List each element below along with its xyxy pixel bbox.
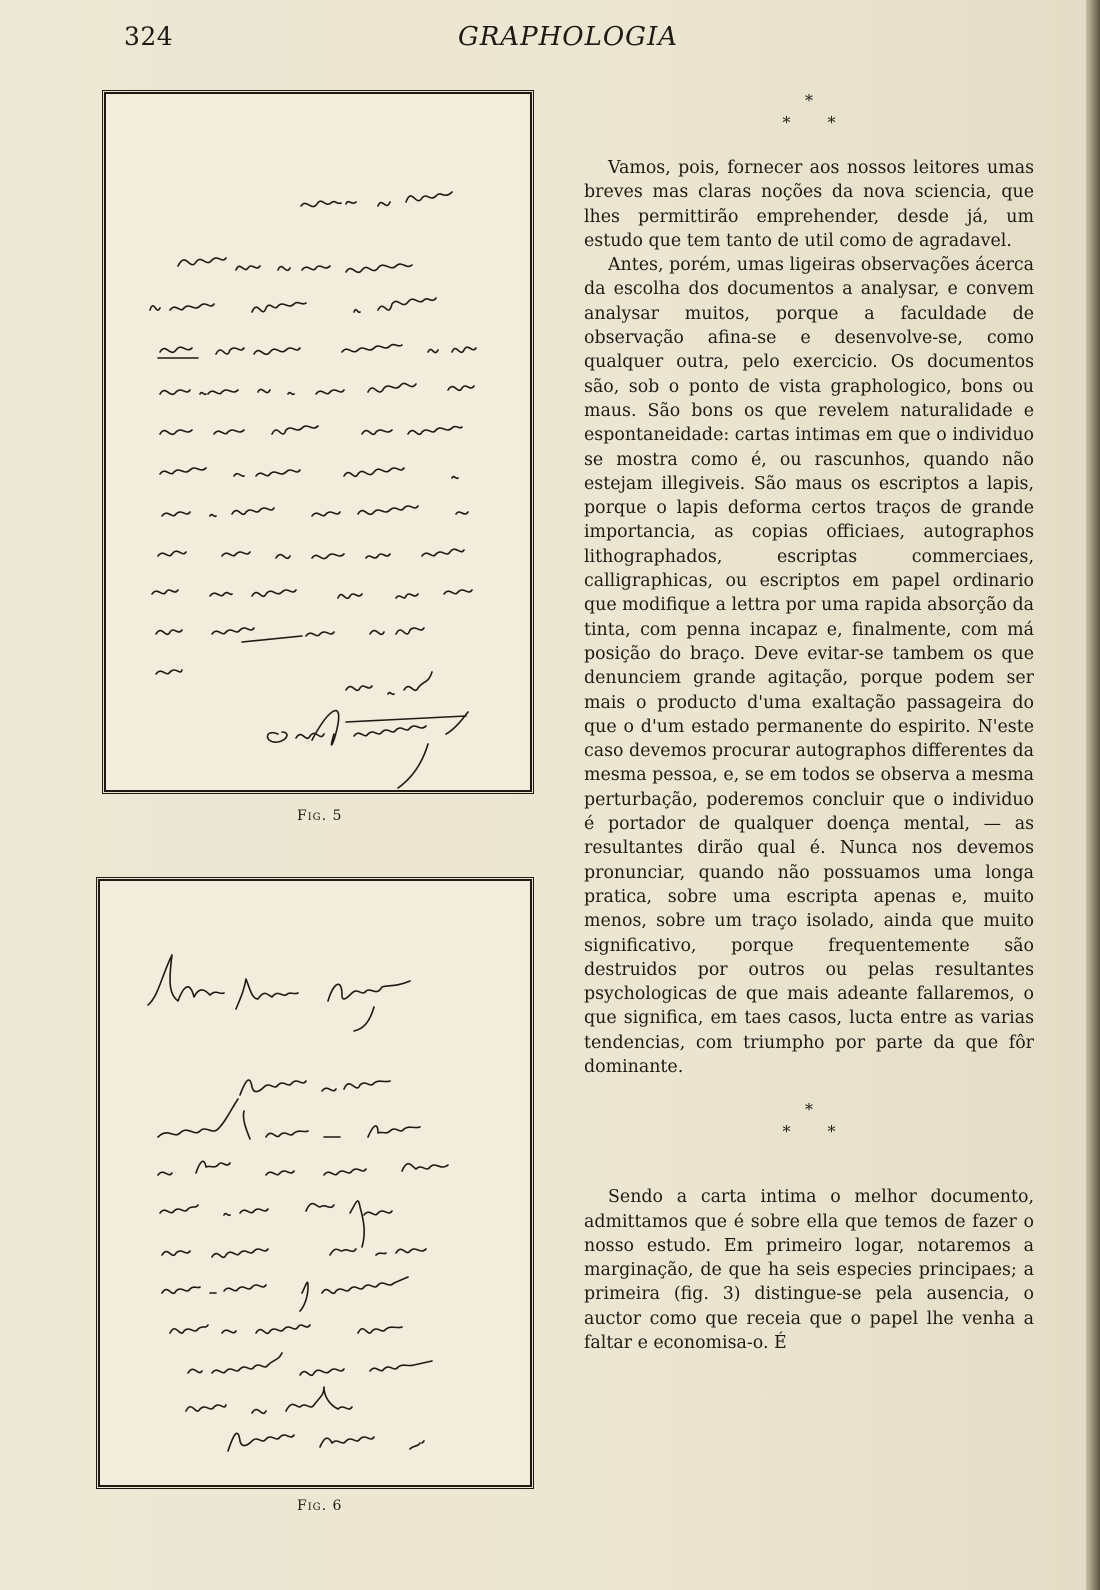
figure-6-handwriting-sample [98,879,532,1487]
page-number: 324 [124,22,174,51]
paragraph: Antes, porém, umas ligeiras observações ácerca da escolha dos documentos a analysar, e convem analysar muitos, porque a faculdade de observação afina-se e desenvolve-se, como qualquer outra, pelo exercicio. Os documentos são, sob o ponto de vista graphologico, bons ou maus. São bons os que revelem naturalidade e espontaneidade: cartas intimas em que o individuo se mostra como é, ou rascunhos, quando não estejam illegiveis. São maus os escriptos a lapis, porque o lapis deforma certos traços de grande importancia, as copias officiaes, autographos lithographados, escriptas commerciaes, calligraphicas, ou escriptos em papel ordinario que modifique a lettra por uma rapida absorção da tinta, com penna incapaz e, finalmente, com má posição do braço. Deve evitar-se tambem os que denunciem grande agitação, porque podem ser mais o producto d'uma exaltação passageira do que o d'um estado permanente do espirito. N'este caso devemos procurar autographos differentes da mesma pessoa, e, se em todos se observa a mesma perturbação, poderemos concluir que o individuo é portador de qualquer doença mental, — as resultantes dirão qual é. Nunca nos devemos pronunciar, quando não possuamos uma longa pratica, sobre uma escripta apenas e, muito menos, sobre um traço isolado, ainda que muito significativo, porque frequentemente são destruidos por outros ou pelas resultantes psychologicas de que mais adeante fallaremos, o que significa, em taes casos, lucta entre as varias tendencias, com triumpho por parte da que fôr dominante. [584,255,1034,1077]
separator-star: * [805,91,813,110]
section-separator-mid [584,1099,1034,1143]
running-title: GRAPHOLOGIA [458,22,679,52]
figure-6-caption: Fig. 6 [297,1498,343,1514]
section-separator-top [584,90,1034,134]
separator-star: * [805,1100,813,1120]
book-spine-shadow [1086,0,1100,1590]
handwriting-scribble-fig5 [106,94,530,790]
separator-star-pair: * * [782,1122,852,1142]
handwriting-scribble-fig6 [100,881,530,1485]
figure-5-caption: Fig. 5 [297,808,343,824]
figure-5-handwriting-sample [104,92,532,792]
body-text-column [584,90,1034,1355]
paragraph: Sendo a carta intima o melhor documento, admittamos que é sobre ella que temos de fazer o nosso estudo. Em primeiro logar, notaremos a marginação, de que ha seis especies principaes; a primeira (fig. 3) distingue-se pela ausencia, o auctor como que receia que o papel lhe venha a faltar e economisa-o. É [584,1187,1034,1354]
paragraph: Vamos, pois, fornecer aos nossos leitores umas breves mas claras noções da nova sciencia, que lhes permittirão emprehender, desde já, um estudo que tem tanto de util como de agradavel. [584,158,1034,251]
separator-star-pair: * * [782,113,852,132]
